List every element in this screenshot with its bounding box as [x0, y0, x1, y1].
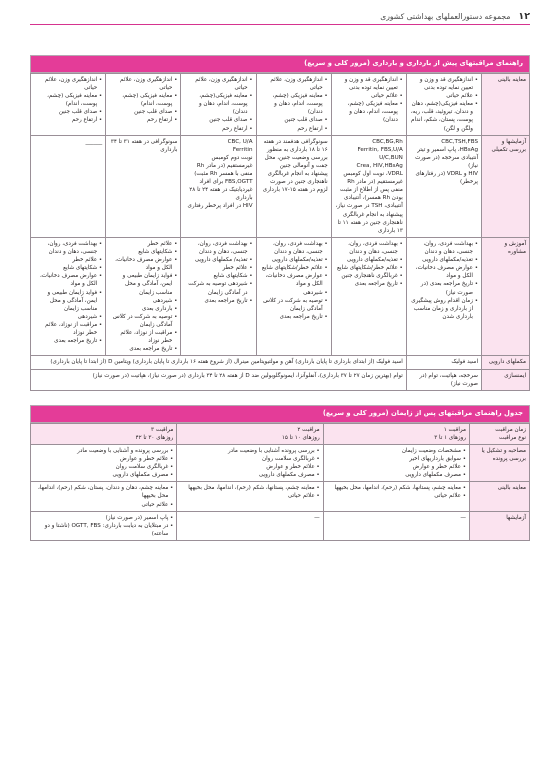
list-item: • غربالگری ناهنجاری جنین — [335, 272, 403, 280]
header-line: نوع مراقبت — [498, 434, 526, 441]
list-item: • بهداشت فردی، روان، جنسی، دهان و دندان — [34, 240, 102, 256]
table-cell — [31, 73, 106, 135]
list-item: • توصیه به شرکت در کلاس آمادگی زایمان — [260, 297, 328, 313]
list-item: • تاریخ مراجعه بعدی — [184, 297, 252, 305]
table-row — [31, 356, 530, 369]
cell-list — [410, 76, 478, 133]
list-item: سونوگرافی در هفته ۳۱ تا ۳۴ بارداری — [110, 138, 178, 153]
list-item: • بررسی پرونده آشنایی با وضعیت مادر — [180, 447, 319, 455]
list-item: HIV در افراد پرخطر رفتاری — [187, 203, 253, 210]
cell-list — [327, 484, 466, 500]
list-item: • غربالگری سلامت روان — [34, 463, 173, 471]
table-row — [31, 369, 530, 390]
table-cell — [256, 135, 331, 237]
row-label: آموزش و مشاوره — [482, 237, 530, 356]
cell-list — [327, 447, 466, 479]
table-row — [31, 444, 530, 481]
column-header — [323, 423, 469, 444]
list-item: • ارتفاع رحم — [109, 116, 177, 124]
cell-list — [410, 138, 478, 187]
list-item: • مراقبت از نوزاد، علائم خطر نوزاد — [109, 329, 177, 345]
list-item: • صدای قلب جنین — [109, 108, 177, 116]
list-item: VDRL، نوبت اول کومبس غیرمستقیم (در مادر Rh منفی پس از اطلاع از مثبت بودن Rh همسر)، آنتیبادی آنتیبادی، TSH در صورت نیاز، پیشنهاد به انجام غربالگری ناهنجاری جنین در هفته ۱۱ تا ۱۳ بارداری — [335, 171, 403, 234]
list-item: CBC, U/A — [227, 138, 253, 145]
list-item: • علائم حیاتی — [180, 492, 319, 500]
header-line: روزهای ۱۰ تا ۱۵ — [281, 434, 320, 441]
table2-title: جدول راهنمای مراقبتهای پس از زایمان (مرور کلی و سریع) — [30, 405, 530, 423]
table-cell — [256, 237, 331, 356]
list-item: • علائم خطر و عوارض — [327, 463, 466, 471]
running-title: مجموعه دستورالعملهای بهداشتی کشوری — [380, 12, 511, 21]
prenatal-care-table — [30, 73, 530, 391]
table-header-row — [31, 423, 530, 444]
cell-list — [180, 484, 319, 500]
list-item: • اندازهگیری قد و وزن و تعیین نمایه توده بدنی — [410, 76, 478, 92]
table-cell — [181, 135, 256, 237]
list-item: • علائم حیاتی — [335, 92, 403, 100]
table1-title: راهنمای مراقبتهای پیش از بارداری و بارداری (مرور کلی و سریع) — [30, 55, 530, 73]
list-item: • ارتفاع رحم — [34, 116, 102, 124]
list-item: • معاینه فیزیکی (چشم، پوست، اندام، دهان و دندان) — [335, 100, 403, 124]
column-header — [177, 423, 323, 444]
list-item: • بررسی پرونده و آشنایی با وضعیت مادر — [34, 447, 173, 455]
list-item: • تاریخ مراجعه بعدی — [260, 313, 328, 321]
list-item: FBS,OGTT برای افراد غیردیابتیک در هفته ۲۴ تا ۲۸ بارداری — [189, 179, 253, 202]
list-item: • معاینه فیزیکی (چشم، پوست، اندام) — [34, 92, 102, 108]
list-item: — — [460, 514, 466, 521]
list-item: • شیردهی — [109, 297, 177, 305]
cell-list — [109, 76, 177, 125]
list-item: • اندازهگیری وزن، علائم حیاتی — [34, 76, 102, 92]
list-item: • مصرف مکملهای دارویی — [34, 471, 173, 479]
list-item: • معاینه فیزیکی(چشم، دهان و دندان، تیروئید، قلب، ریه، پوست، پستان، شکم، اندام ولگن و لگن) — [410, 100, 478, 132]
list-item: • پاپ اسمیر (در صورت نیاز) — [34, 514, 173, 522]
cell-list — [260, 240, 328, 321]
row-text: توام (بهترین زمان ۲۷ تا ۳۷ بارداری)، آنفلوآنزا، ایمونوگلوبولین ضد D از هفته ۲۸ تا ۳۴ بارداری (در صورت نیاز)، هپاتیت (در صورت نیاز) — [31, 369, 407, 390]
table-cell — [177, 444, 323, 481]
list-item: • بهداشت فردی، روان، جنسی، دهان و دندان — [410, 240, 478, 256]
list-item: نوبت دوم کومبس غیرمستقیم (در مادر Rh منفی با همسر Rh مثبت) — [194, 154, 253, 178]
list-item: • ارتفاع رحم — [184, 125, 252, 133]
table-row — [31, 73, 530, 135]
list-item: • صدای قلب جنین — [184, 116, 252, 124]
list-item: • بارداری بعدی — [109, 305, 177, 313]
list-item: • تغذیه/مکملهای دارویی — [260, 256, 328, 264]
postpartum-care-table — [30, 423, 530, 541]
list-item: • علائم خطر و عوارض — [34, 455, 173, 463]
list-item: • توصیه به شرکت در کلاس آمادگی زایمان — [109, 313, 177, 329]
header-line: روزهای ۳۰ تا ۴۲ — [135, 434, 174, 441]
list-item: • سوابق بارداریهای اخیر — [327, 455, 466, 463]
list-item: • اندازهگیری وزن، علائم حیاتی — [184, 76, 252, 92]
table-cell — [323, 511, 469, 540]
row-label: مصاحبه و تشکیل یا بررسی پرونده — [470, 444, 530, 481]
table-cell — [177, 482, 323, 511]
header-line: مراقبت ۳ — [151, 426, 174, 433]
row-sublabel: سرخجه، هپاتیت، توام (در صورت نیاز) — [406, 369, 481, 390]
list-item: HBsAg، پاپ اسمیر و تیتر آنتیبادی سرخجه (در صورت نیاز) — [415, 146, 478, 169]
row-label: معاینه بالینی — [482, 73, 530, 135]
cell-list — [260, 76, 328, 133]
cell-list — [184, 240, 252, 305]
list-item: • اندازهگیری وزن، علائم حیاتی — [260, 76, 328, 92]
list-item: • معاینه چشم، پستانها، شکم (رحم)، اندامها، محل بخیهها — [327, 484, 466, 492]
list-item: • تاریخ مراجعه بعدی — [34, 337, 102, 345]
list-item: • تاریخ مراجعه بعدی — [109, 345, 177, 353]
list-item: • تغذیه/مکملهای دارویی — [335, 256, 403, 264]
header-line: زمان مراقبت — [495, 426, 526, 433]
list-item: HIV و VDRL (در رفتارهای پرخطر) — [415, 171, 478, 186]
table-cell — [106, 73, 181, 135]
list-item: • عوارض مصرف دخانیات، الکل و مواد — [109, 256, 177, 272]
list-item: پیشنهاد به انجام غربالگری ناهنجاری جنین در صورت لزوم در هفته ۱۵-۱۷ بارداری — [262, 171, 328, 194]
cell-list — [335, 138, 403, 235]
cell-list — [34, 514, 173, 538]
list-item: • فواید زایمان طبیعی و ایمن، آمادگی و محل مناسب زایمان — [109, 272, 177, 296]
list-item: • مصرف مکملهای دارویی — [180, 471, 319, 479]
list-item: • عوارض مصرف دخانیات، الکل و مواد — [260, 272, 328, 288]
page-header — [30, 9, 530, 25]
list-item: • تغذیه/ مکملهای دارویی — [184, 256, 252, 264]
table-cell — [31, 511, 177, 540]
list-item: • بهداشت فردی، روان، جنسی، دهان و دندان — [184, 240, 252, 256]
list-item: U/C,BUN — [379, 154, 403, 161]
cell-list — [335, 76, 403, 125]
table-cell — [31, 482, 177, 511]
list-item: CBC,BG,Rh — [372, 138, 403, 145]
table-cell — [181, 73, 256, 135]
cell-list — [34, 447, 173, 479]
list-item: • تاریخ مراجعه بعدی (در صورت نیاز) — [410, 280, 478, 296]
list-item: ______ — [85, 138, 103, 145]
row-label: آزمایشها و بررسی تکمیلی — [482, 135, 530, 237]
list-item: • بهداشت فردی، روان، جنسی، دهان و دندان — [335, 240, 403, 256]
row-label: مکملهای دارویی — [482, 356, 530, 369]
list-item: • ارتفاع رحم — [260, 125, 328, 133]
table-cell — [31, 135, 106, 237]
list-item: • در مبتلایان به دیابت بارداری: OGTT, FBS (ناشتا و دو ساعته) — [34, 522, 173, 538]
column-header — [31, 423, 177, 444]
list-item: • شیردهی — [260, 289, 328, 297]
list-item: • بهداشت فردی، روان، جنسی، دهان و دندان — [260, 240, 328, 256]
cell-list — [410, 240, 478, 321]
table-cell — [406, 237, 481, 356]
cell-list — [34, 76, 102, 125]
table-cell — [406, 73, 481, 135]
list-item: • شیردهی — [34, 313, 102, 321]
list-item: • زمان اقدام روش پیشگیری از بارداری و زمان مناسب بارداری شدن — [410, 297, 478, 321]
table-row — [31, 135, 530, 237]
list-item: • مراقبت از نوزاد، علائم خطر نوزاد — [34, 321, 102, 337]
list-item: • معاینه فیزیکی (چشم، پوست، اندام، دهان و دندان) — [260, 92, 328, 116]
table-cell — [331, 135, 406, 237]
table-cell — [177, 511, 323, 540]
table-cell — [323, 444, 469, 481]
table-cell — [181, 237, 256, 356]
cell-list — [109, 240, 177, 354]
column-header — [470, 423, 530, 444]
table-cell — [406, 135, 481, 237]
cell-list — [34, 138, 102, 146]
list-item: • اندازهگیری وزن، علائم حیاتی — [109, 76, 177, 92]
list-item: • علائم خطر — [34, 256, 102, 264]
cell-list — [34, 240, 102, 345]
cell-list — [335, 240, 403, 289]
table-cell — [31, 237, 106, 356]
list-item: • معاینه چشم، دهان و دندان، پستان، شکم (رحم)، اندامها، محل بخیهها — [34, 484, 173, 500]
list-item: • علائم خطر/شکایتهای شایع — [335, 264, 403, 272]
list-item: • علائم حیاتی — [327, 492, 466, 500]
list-item: CBC,TSH,FBS — [441, 138, 478, 145]
list-item: — — [314, 514, 320, 521]
cell-list — [180, 514, 319, 522]
list-item: • علائم خطر/شکایتهای شایع — [260, 264, 328, 272]
list-item: • مصرف مکملهای دارویی — [327, 471, 466, 479]
table-row — [31, 482, 530, 511]
list-item: Ferritin — [232, 146, 253, 153]
header-line: روزهای ۱ تا ۳ — [434, 434, 466, 441]
table-cell — [323, 482, 469, 511]
list-item: • شیردهی توصیه به شرکت در آمادگی زایمان — [184, 280, 252, 296]
row-label: معاینه بالینی — [470, 482, 530, 511]
cell-list — [109, 138, 177, 154]
list-item: • علائم حیاتی — [410, 92, 478, 100]
table-cell — [256, 73, 331, 135]
list-item: • عوارض مصرف دخانیات، الکل و مواد — [34, 272, 102, 288]
list-item: • صدای قلب جنین — [260, 116, 328, 124]
table-cell — [31, 444, 177, 481]
list-item: • معاینه چشم، پستانها، شکم (رحم)، اندامها، محل بخیهها — [180, 484, 319, 492]
list-item: سونوگرافی هدفمند در هفته ۱۶ تا ۱۸ بارداری به منظور بررسی وضعیت جنین، محل جفت و آنومالی جنین — [263, 138, 328, 169]
header-line: مراقبت ۱ — [443, 426, 466, 433]
list-item: • صدای قلب جنین — [34, 108, 102, 116]
table-row — [31, 237, 530, 356]
row-sublabel: اسید فولیک — [406, 356, 481, 369]
table-cell — [331, 237, 406, 356]
cell-list — [184, 138, 252, 211]
list-item: • عوارض مصرف دخانیات، الکل و مواد — [410, 264, 478, 280]
list-item: • تغذیه/مکملهای دارویی — [410, 256, 478, 264]
cell-list — [34, 484, 173, 508]
header-line: مراقبت ۲ — [297, 426, 320, 433]
row-text: اسید فولیک (از ابتدای بارداری تا پایان بارداری) آهن و مولتیویتامین مینرال (از شروع هفته ۱۶ بارداری تا پایان بارداری) ویتامین D (از ابتدا تا پایان بارداری) — [31, 356, 407, 369]
table-row — [31, 511, 530, 540]
list-item: • معاینه فیزیکی (چشم، پوست، اندام) — [109, 92, 177, 108]
list-item: • تاریخ مراجعه بعدی — [335, 280, 403, 288]
list-item: • فواید زایمان طبیعی و ایمن، آمادگی و محل مناسب زایمان — [34, 289, 102, 313]
row-label: آزمایشها — [470, 511, 530, 540]
list-item: • شکایتهای شایع — [184, 272, 252, 280]
table-cell — [331, 73, 406, 135]
list-item: • علائم خطر و عوارض — [180, 463, 319, 471]
list-item: • علائم حیاتی — [34, 501, 173, 509]
list-item: • شکایتهای شایع — [109, 248, 177, 256]
list-item: Crea, HIV,HBsAg — [356, 162, 403, 169]
cell-list — [184, 76, 252, 133]
list-item: • شکایتهای شایع — [34, 264, 102, 272]
cell-list — [180, 447, 319, 479]
list-item: • اندازهگیری قد و وزن و تعیین نمایه توده بدنی — [335, 76, 403, 92]
row-label: ایمنسازی — [482, 369, 530, 390]
table-cell — [106, 237, 181, 356]
cell-list — [260, 138, 328, 195]
list-item: • معاینه فیزیکی(چشم، پوست، اندام، دهان و دندان) — [184, 92, 252, 116]
table-cell — [106, 135, 181, 237]
list-item: Ferritin, FBS,U/A — [357, 146, 403, 153]
list-item: • علائم خطر — [184, 264, 252, 272]
list-item: • غربالگری سلامت روان — [180, 455, 319, 463]
page-number: ۱۲ — [518, 10, 530, 22]
list-item: • مشخصات وضعیت زایمان — [327, 447, 466, 455]
list-item: • علائم خطر — [109, 240, 177, 248]
cell-list — [327, 514, 466, 522]
